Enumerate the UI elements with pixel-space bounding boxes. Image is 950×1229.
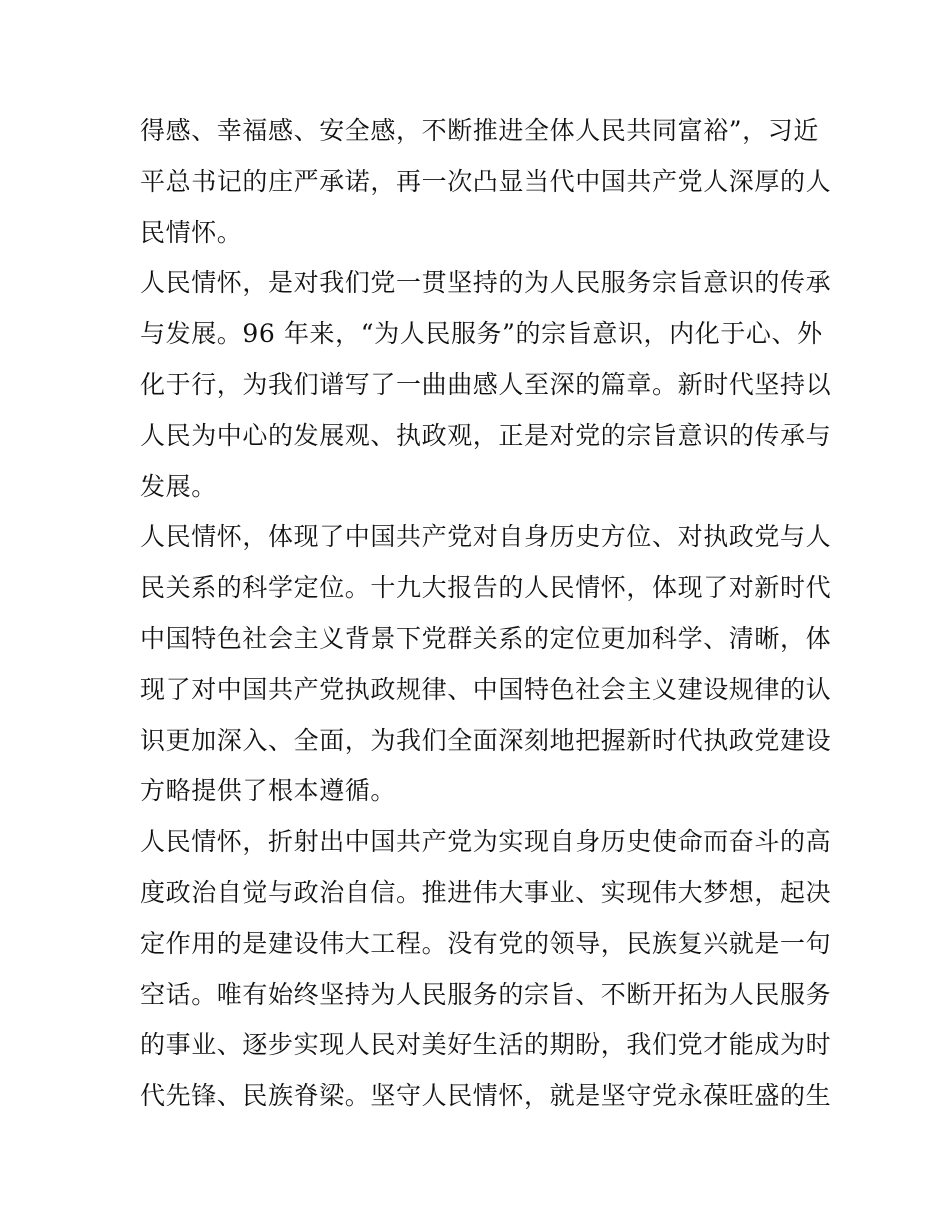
text-line: 度政治自觉与政治自信。推进伟大事业、实现伟大梦想，起决 bbox=[140, 877, 832, 907]
text-line: 人民情怀，折射出中国共产党为实现自身历史使命而奋斗的高 bbox=[140, 827, 832, 857]
text-line: 化于行，为我们谱写了一曲曲感人至深的篇章。新时代坚持以 bbox=[140, 369, 832, 399]
text-line: 识更加深入、全面，为我们全面深刻地把握新时代执政党建设 bbox=[140, 725, 832, 755]
body-text bbox=[140, 106, 832, 1122]
text-line: 代先锋、民族脊梁。坚守人民情怀，就是坚守党永葆旺盛的生 bbox=[140, 1081, 832, 1111]
text-line: 得感、幸福感、安全感，不断推进全体人民共同富裕”，习近 bbox=[140, 116, 819, 145]
text-line: 人民为中心的发展观、执政观，正是对党的宗旨意识的传承与 bbox=[140, 420, 832, 450]
text-line: 中国特色社会主义背景下党群关系的定位更加科学、清晰，体 bbox=[140, 623, 832, 653]
text-line: 民关系的科学定位。十九大报告的人民情怀，体现了对新时代 bbox=[140, 573, 832, 603]
text-line: 与发展。96 年来，“为人民服务”的宗旨意识，内化于心、外 bbox=[140, 319, 823, 349]
text-line: 的事业、逐步实现人民对美好生活的期盼，我们党才能成为时 bbox=[140, 1030, 832, 1060]
text-line: 民情怀。 bbox=[140, 217, 243, 247]
text-line: 人民情怀，是对我们党一贯坚持的为人民服务宗旨意识的传承 bbox=[140, 268, 832, 298]
text-line: 平总书记的庄严承诺，再一次凸显当代中国共产党人深厚的人 bbox=[140, 166, 832, 196]
text-line: 发展。 bbox=[140, 471, 217, 501]
text-line: 人民情怀，体现了中国共产党对自身历史方位、对执政党与人 bbox=[140, 522, 832, 552]
text-line: 现了对中国共产党执政规律、中国特色社会主义建设规律的认 bbox=[140, 674, 832, 704]
text-line: 空话。唯有始终坚持为人民服务的宗旨、不断开拓为人民服务 bbox=[140, 979, 832, 1009]
text-line: 定作用的是建设伟大工程。没有党的领导，民族复兴就是一句 bbox=[140, 928, 832, 958]
text-line: 方略提供了根本遵循。 bbox=[140, 776, 397, 806]
